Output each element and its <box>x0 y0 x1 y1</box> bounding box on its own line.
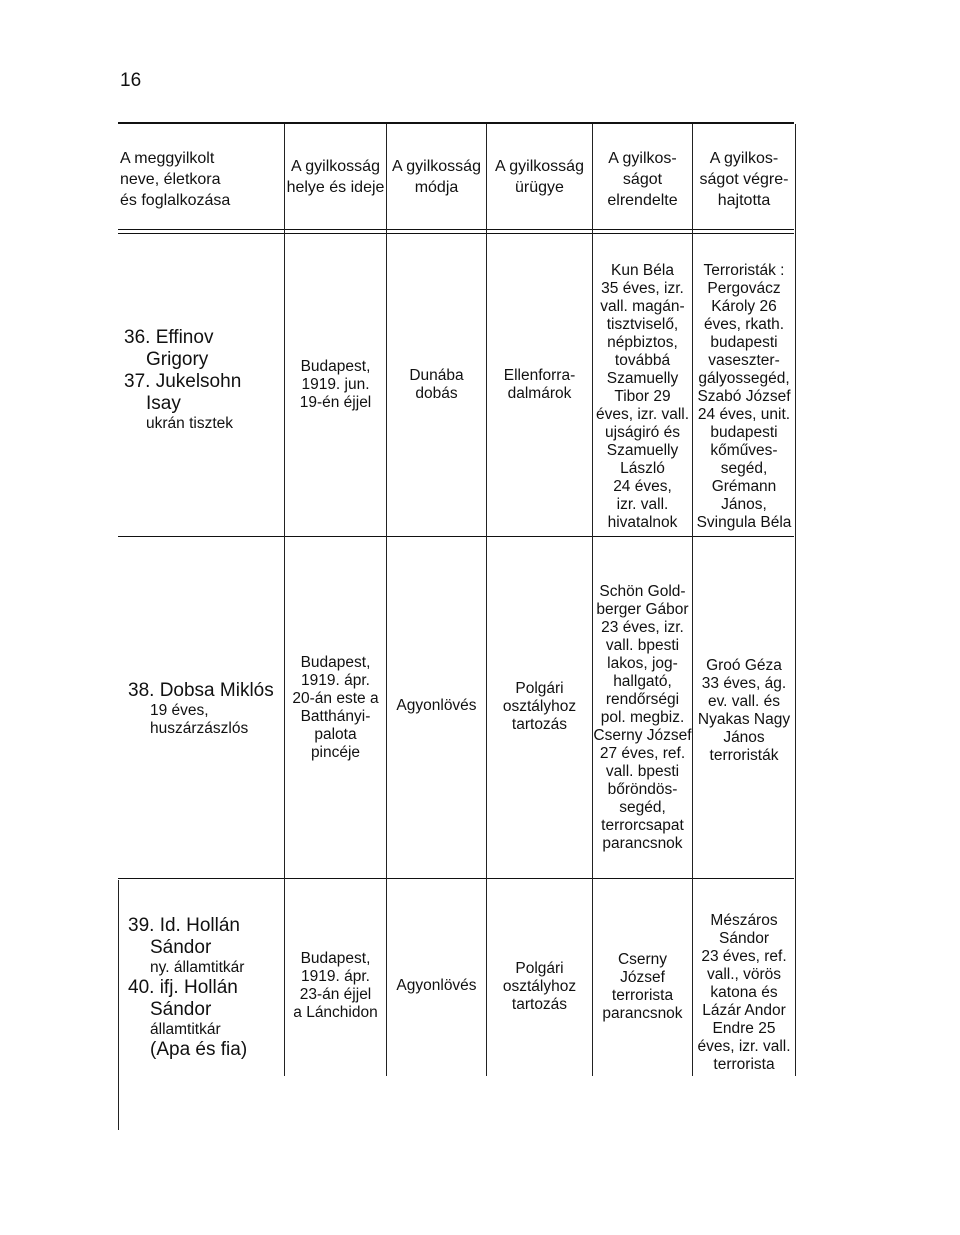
header-line: és foglalkozása <box>120 192 231 209</box>
executed-by-line: terrorista <box>713 1056 775 1073</box>
executed-by-line: János, <box>721 496 767 513</box>
ordered-by-line: Szamuelly <box>606 370 679 387</box>
place-time-line: 1919. jun. <box>301 376 370 393</box>
header-place-time <box>285 156 386 198</box>
victim-number: 39. <box>128 915 155 936</box>
place-time-line: pincéje <box>310 744 361 761</box>
ordered-by-line: népbiztos, <box>607 334 678 351</box>
row1-victims <box>124 327 282 433</box>
ordered-by-line: vall. bpesti <box>605 637 680 654</box>
place-time-line: Budapest, <box>300 358 371 375</box>
ordered-by-line: Cserny <box>617 951 668 968</box>
pretext-line: osztályhoz <box>502 978 577 995</box>
header-method <box>387 156 486 198</box>
pretext-line: tartozás <box>511 996 568 1013</box>
executed-by-line: katona és <box>710 984 778 1001</box>
row3-method <box>387 977 486 995</box>
row1-ordered-by <box>593 262 692 532</box>
ordered-by-line: Cserny József <box>593 727 692 744</box>
method-line: dobás <box>415 385 458 402</box>
victim-number: 36. <box>124 327 151 348</box>
executed-by-line: Mészáros <box>710 912 778 929</box>
ordered-by-line: terrorcsapat <box>601 817 684 834</box>
executed-by-line: ev. vall. és <box>707 693 781 710</box>
pretext-line: tartozás <box>511 716 568 733</box>
place-time-line: 20-án este a <box>292 690 379 707</box>
row2-place-time <box>285 654 386 762</box>
header-pretext <box>487 156 592 198</box>
executed-by-line: éves, rkath. <box>703 316 785 333</box>
ordered-by-line: rendőrségi <box>605 691 680 708</box>
method-line: Agyonlövés <box>396 977 477 994</box>
pretext-line: dalmárok <box>507 385 572 402</box>
header-line: A gyilkosság <box>392 158 481 175</box>
victim-name: Grigory <box>146 349 209 370</box>
place-time-line: Budapest, <box>300 654 371 671</box>
row2-victim <box>128 680 284 738</box>
executed-by-line: budapesti <box>710 424 778 441</box>
row2-ordered-by <box>593 583 692 853</box>
victim-description: huszárzászlós <box>150 720 249 737</box>
ordered-by-line: ujságiró és <box>605 424 680 441</box>
column-rule <box>386 124 387 1076</box>
row1-method <box>387 367 486 403</box>
place-time-line: Budapest, <box>300 950 371 967</box>
ordered-by-line: terrorista <box>611 987 674 1004</box>
executed-by-line: segéd, <box>720 460 768 477</box>
victim-description: ny. államtitkár <box>150 959 245 976</box>
header-line: A gyilkosság <box>495 158 584 175</box>
row2-executed-by <box>693 657 795 765</box>
victim-name: Sándor <box>150 937 212 958</box>
header-line: módja <box>414 179 459 196</box>
row3-victims <box>128 915 284 1061</box>
row3-ordered-by <box>593 951 692 1023</box>
victim-description: államtitkár <box>150 1021 221 1038</box>
victim-name: ifj. Hollán <box>159 977 238 998</box>
pretext-line: Polgári <box>515 960 564 977</box>
ordered-by-line: lakos, jog- <box>607 655 678 672</box>
executed-by-line: budapesti <box>710 334 778 351</box>
ordered-by-line: 23 éves, izr. <box>601 619 684 636</box>
executed-by-line: Endre 25 <box>712 1020 776 1037</box>
ordered-by-line: bőröndös- <box>607 781 678 798</box>
executed-by-line: vaseszter- <box>708 352 780 369</box>
ordered-by-line: izr. vall. <box>616 496 669 513</box>
method-line: Agyonlövés <box>396 697 477 714</box>
ordered-by-line: éves, izr. vall. <box>595 406 690 423</box>
ordered-by-line: Tibor 29 <box>614 388 671 405</box>
executed-by-line: éves, izr. vall. <box>697 1038 791 1055</box>
victim-number: 37. <box>124 371 151 392</box>
executed-by-line: Lázár Andor <box>702 1002 786 1019</box>
row2-method <box>387 697 486 715</box>
ordered-by-line: továbbá <box>614 352 671 369</box>
executed-by-line: Terroristák : <box>703 262 785 279</box>
victim-name: Jukelsohn <box>155 371 242 392</box>
ordered-by-line: 35 éves, izr. <box>601 280 684 297</box>
row3-executed-by <box>693 912 795 1074</box>
method-line: Dunába <box>409 367 464 384</box>
header-line: elrendelte <box>607 192 678 209</box>
header-ordered-by <box>593 148 692 211</box>
ordered-by-line: József <box>620 969 665 986</box>
place-time-line: 23-án éjjel <box>299 986 372 1003</box>
ordered-by-line: parancsnok <box>602 835 683 852</box>
ordered-by-line: pol. megbiz. <box>600 709 685 726</box>
ordered-by-line: 24 éves, <box>613 478 672 495</box>
header-victim <box>120 148 280 211</box>
executed-by-line: Pergovácz <box>707 280 781 297</box>
executed-by-line: 23 éves, ref. <box>701 948 787 965</box>
place-time-line: 1919. ápr. <box>301 968 370 985</box>
pretext-line: Ellenforra- <box>503 367 576 384</box>
place-time-line: palota <box>314 726 357 743</box>
victim-name: Sándor <box>150 999 212 1020</box>
row1-executed-by <box>693 262 795 532</box>
column-rule <box>795 124 796 1076</box>
ordered-by-line: Kun Béla <box>611 262 674 279</box>
row1-place-time <box>285 358 386 412</box>
header-line: A gyilkosság <box>291 158 380 175</box>
header-line: helye és ideje <box>286 179 385 196</box>
column-rule <box>486 124 487 1076</box>
executed-by-line: vall., vörös <box>706 966 782 983</box>
ordered-by-line: hallgató, <box>613 673 672 690</box>
ordered-by-line: segéd, <box>619 799 666 816</box>
executed-by-line: Svingula Béla <box>696 514 792 531</box>
executed-by-line: Károly 26 <box>711 298 777 315</box>
place-time-line: Batthányi- <box>300 708 371 725</box>
row2-pretext <box>487 680 592 734</box>
ordered-by-line: tisztviselő, <box>606 316 679 333</box>
place-time-line: a Lánchidon <box>293 1004 378 1021</box>
header-line: hajtotta <box>717 192 771 209</box>
executed-by-line: terroristák <box>709 747 779 764</box>
victim-description: 19 éves, <box>150 702 209 719</box>
executed-by-line: 24 éves, unit. <box>697 406 791 423</box>
ordered-by-line: László <box>620 460 665 477</box>
row1-pretext <box>487 367 592 403</box>
header-line: A gyilkos- <box>709 150 779 167</box>
header-line: A meggyilkolt <box>120 150 215 167</box>
victim-description: (Apa és fia) <box>150 1039 248 1060</box>
pretext-line: Polgári <box>515 680 564 697</box>
left-margin-rule <box>118 880 119 1130</box>
page-number: 16 <box>120 70 142 91</box>
place-time-line: 1919. ápr. <box>301 672 370 689</box>
header-line: ságot végre- <box>699 171 789 188</box>
ordered-by-line: vall. bpesti <box>605 763 680 780</box>
ordered-by-line: vall. magán- <box>600 298 685 315</box>
victim-description: ukrán tisztek <box>146 415 234 432</box>
executed-by-line: Szabó József <box>697 388 791 405</box>
victim-name: Effinov <box>155 327 214 348</box>
victim-name: Dobsa Miklós <box>159 680 274 701</box>
ordered-by-line: 27 éves, ref. <box>599 745 686 762</box>
victim-name: Isay <box>146 393 181 414</box>
header-line: ságot <box>622 171 663 188</box>
executed-by-line: 33 éves, ág. <box>701 675 787 692</box>
executed-by-line: János <box>723 729 765 746</box>
header-line: ürügye <box>515 179 564 196</box>
header-executed-by <box>693 148 795 211</box>
ordered-by-line: berger Gábor <box>596 601 689 618</box>
ordered-by-line: Schön Gold- <box>599 583 686 600</box>
executed-by-line: Sándor <box>719 930 769 947</box>
victim-name: Id. Hollán <box>159 915 240 936</box>
executed-by-line: gályossegéd, <box>698 370 790 387</box>
row3-place-time <box>285 950 386 1022</box>
ordered-by-line: hivatalnok <box>607 514 678 531</box>
executed-by-line: kőműves- <box>710 442 778 459</box>
row3-pretext <box>487 960 592 1014</box>
victim-number: 38. <box>128 680 155 701</box>
executed-by-line: Groó Géza <box>706 657 782 674</box>
ordered-by-line: Szamuelly <box>606 442 679 459</box>
place-time-line: 19-én éjjel <box>299 394 372 411</box>
ordered-by-line: parancsnok <box>602 1005 683 1022</box>
executed-by-line: Nyakas Nagy <box>697 711 791 728</box>
executed-by-line: Grémann <box>711 478 777 495</box>
header-line: A gyilkos- <box>608 150 677 167</box>
column-rule <box>284 124 285 1076</box>
header-line: neve, életkora <box>120 171 221 188</box>
pretext-line: osztályhoz <box>502 698 577 715</box>
victim-number: 40. <box>128 977 155 998</box>
